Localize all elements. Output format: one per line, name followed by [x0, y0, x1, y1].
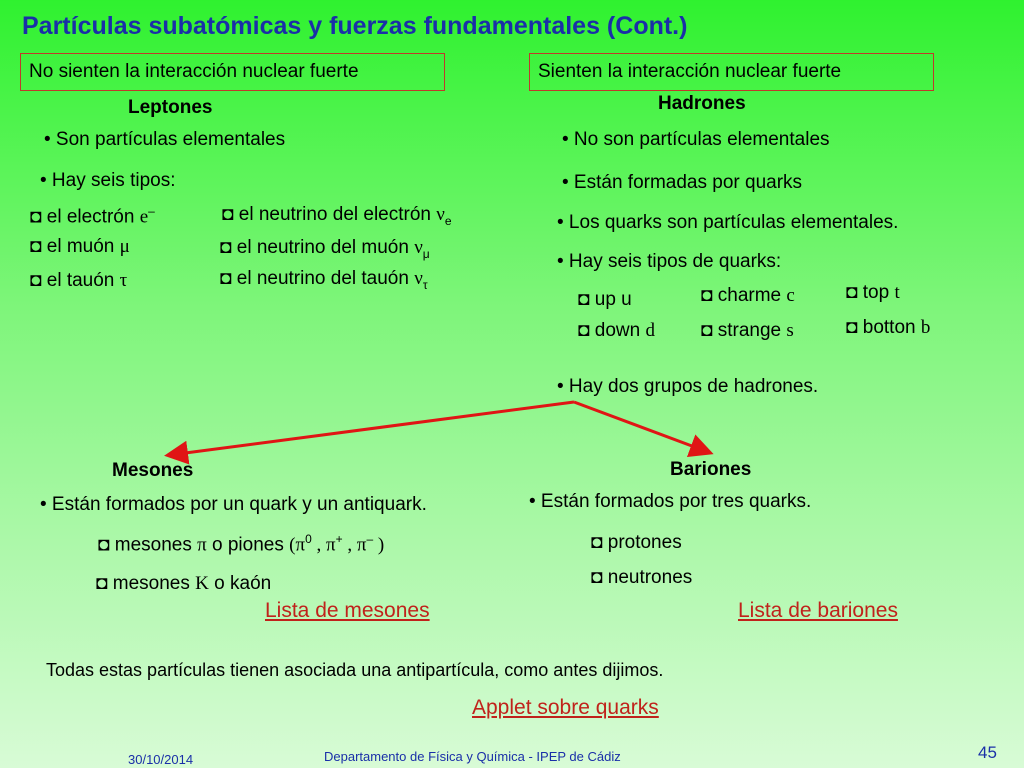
left-category-box: No sienten la interacción nuclear fuerte	[20, 53, 445, 91]
lepton-neutrino-tauon-symbol: ν	[414, 268, 423, 289]
quark-strange-label: ◘ strange	[701, 320, 787, 341]
meson-kaon-label: ◘ mesones	[96, 573, 196, 594]
hadrones-bullet-quarks-elementales: • Los quarks son partículas elementales.	[557, 212, 899, 233]
lepton-tauon-label: ◘ el tauón	[30, 270, 120, 291]
quark-down-symbol: d	[645, 320, 655, 341]
leptones-bullet-seis-tipos: • Hay seis tipos:	[40, 170, 176, 191]
meson-kaon-symbol: K	[195, 573, 209, 594]
barion-protones: ◘ protones	[591, 532, 682, 553]
meson-kaon-tail: o kaón	[208, 573, 272, 594]
meson-pion-mid: o piones	[206, 534, 290, 556]
quark-up-label: ◘ up	[578, 289, 622, 310]
hadrones-heading: Hadrones	[658, 93, 746, 114]
bariones-list-link[interactable]: Lista de bariones	[738, 599, 898, 622]
hadrones-bullet-seis-quarks: • Hay seis tipos de quarks:	[557, 251, 782, 272]
meson-pion	[98, 532, 384, 556]
mesones-list-link[interactable]: Lista de mesones	[265, 599, 430, 622]
lepton-neutrino-electron-label: ◘ el neutrino del electrón	[222, 204, 437, 225]
page-number: 45	[978, 743, 997, 762]
meson-pion-symbol: π	[197, 534, 207, 556]
footer-date: 30/10/2014	[128, 752, 194, 767]
mesones-bullet: • Están formados por un quark y un antiquark.	[40, 494, 427, 515]
lepton-neutrino-tauon-label: ◘ el neutrino del tauón	[220, 268, 415, 289]
lepton-neutrino-muon-sub: μ	[422, 246, 430, 261]
lepton-neutrino-electron-sub: e	[444, 213, 452, 228]
lepton-electron-symbol: e	[139, 206, 149, 228]
lepton-muon-label: ◘ el muón	[30, 236, 120, 257]
meson-pion-sep2: , π	[342, 534, 367, 556]
meson-pion-sup-zero: 0	[305, 532, 312, 546]
lepton-neutrino-muon-label: ◘ el neutrino del muón	[220, 237, 415, 258]
right-category-box: Sienten la interacción nuclear fuerte	[529, 53, 934, 91]
antiparticle-note: Todas estas partículas tienen asociada una antipartícula, como antes dijimos.	[46, 660, 664, 680]
quark-strange-symbol: s	[786, 320, 794, 341]
lepton-neutrino-tauon-sub: τ	[422, 277, 428, 292]
leptones-bullet-elementales: • Son partículas elementales	[44, 129, 286, 150]
arrow-to-bariones	[574, 402, 708, 452]
bariones-bullet: • Están formados por tres quarks.	[529, 491, 812, 512]
lepton-tauon-symbol: τ	[119, 270, 128, 291]
quark-up-symbol: u	[621, 289, 632, 310]
lepton-electron-charge: –	[148, 204, 155, 218]
meson-pion-sep1: , π	[311, 534, 336, 556]
bariones-heading: Bariones	[670, 459, 752, 480]
hadrones-bullet-formadas-quarks: • Están formadas por quarks	[562, 172, 803, 193]
lepton-muon-symbol: μ	[119, 236, 130, 257]
quark-charme-label: ◘ charme	[701, 285, 787, 306]
arrow-to-mesones	[170, 402, 574, 455]
meson-kaon	[96, 573, 271, 595]
quark-top-symbol: t	[894, 282, 900, 303]
hadrones-bullet-dos-grupos: • Hay dos grupos de hadrones.	[557, 376, 819, 397]
quark-botton-symbol: b	[920, 317, 931, 338]
barion-neutrones: ◘ neutrones	[591, 567, 693, 588]
leptones-heading: Leptones	[128, 97, 213, 118]
mesones-heading: Mesones	[112, 460, 194, 481]
quark-down-label: ◘ down	[578, 320, 646, 341]
meson-pion-paren-open: (π	[289, 534, 306, 556]
meson-pion-label: ◘ mesones	[98, 534, 198, 556]
applet-quarks-link[interactable]: Applet sobre quarks	[472, 696, 659, 719]
meson-pion-sup-plus: +	[335, 532, 343, 546]
quark-botton-label: ◘ botton	[846, 317, 921, 338]
meson-pion-paren-close: )	[373, 534, 385, 556]
quark-charme-symbol: c	[786, 285, 795, 306]
meson-pion-sup-minus: –	[366, 532, 374, 546]
slide-title: Partículas subatómicas y fuerzas fundamentales (Cont.)	[22, 12, 688, 40]
footer-department: Departamento de Física y Química - IPEP de Cádiz	[324, 749, 621, 764]
lepton-electron-label: ◘ el electrón	[30, 206, 140, 228]
lepton-neutrino-muon-symbol: ν	[414, 237, 423, 258]
lepton-neutrino-electron-symbol: ν	[436, 204, 445, 225]
hadrones-bullet-no-elementales: • No son partículas elementales	[562, 129, 830, 150]
quark-top-label: ◘ top	[846, 282, 895, 303]
